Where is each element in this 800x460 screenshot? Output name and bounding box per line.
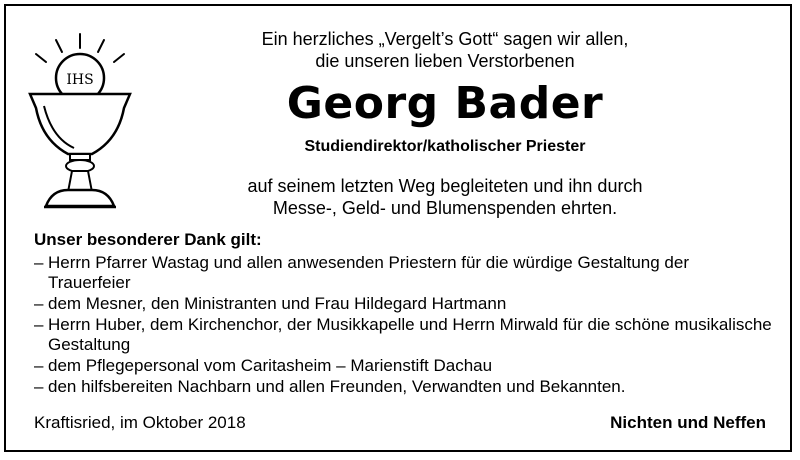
list-item-text: Herrn Huber, dem Kirchenchor, der Musikkapelle und Herrn Mirwald für die schöne musikalische Gestaltung <box>48 315 772 354</box>
host-text: IHS <box>66 72 94 88</box>
list-dash: – <box>34 356 44 375</box>
list-item <box>34 356 774 376</box>
intro-line-1: Ein herzliches „Vergelt’s Gott“ sagen wir allen, <box>261 29 629 49</box>
gratitude-line-2: Messe-, Geld- und Blumenspenden ehrten. <box>272 198 618 218</box>
list-item <box>34 315 774 355</box>
intro-line-2: die unseren lieben Verstorbenen <box>315 51 575 71</box>
list-item-text: Herrn Pfarrer Wastag und allen anwesenden Priestern für die würdige Gestaltung der Trauerfeier <box>48 253 689 292</box>
list-item-text: den hilfsbereiten Nachbarn und allen Freunden, Verwandten und Bekannten. <box>48 377 626 396</box>
list-dash: – <box>34 315 44 334</box>
thanks-heading: Unser besonderer Dank gilt: <box>34 230 262 249</box>
deceased-name: Georg Bader <box>286 78 604 129</box>
place-and-date: Kraftisried, im Oktober 2018 <box>34 413 246 432</box>
list-item <box>34 294 774 314</box>
thanks-list <box>34 253 774 398</box>
list-dash: – <box>34 253 44 272</box>
list-item-text: dem Pflegepersonal vom Caritasheim – Marienstift Dachau <box>48 356 493 375</box>
list-item <box>34 377 774 397</box>
list-dash: – <box>34 294 44 313</box>
signature: Nichten und Neffen <box>610 413 766 432</box>
list-item <box>34 253 774 293</box>
list-dash: – <box>34 377 44 396</box>
gratitude-line-1: auf seinem letzten Weg begleiteten und ihn durch <box>247 176 643 196</box>
deceased-title: Studiendirektor/katholischer Priester <box>304 138 586 155</box>
list-item-text: dem Mesner, den Ministranten und Frau Hildegard Hartmann <box>48 294 507 313</box>
chalice-with-host-icon <box>22 32 140 212</box>
